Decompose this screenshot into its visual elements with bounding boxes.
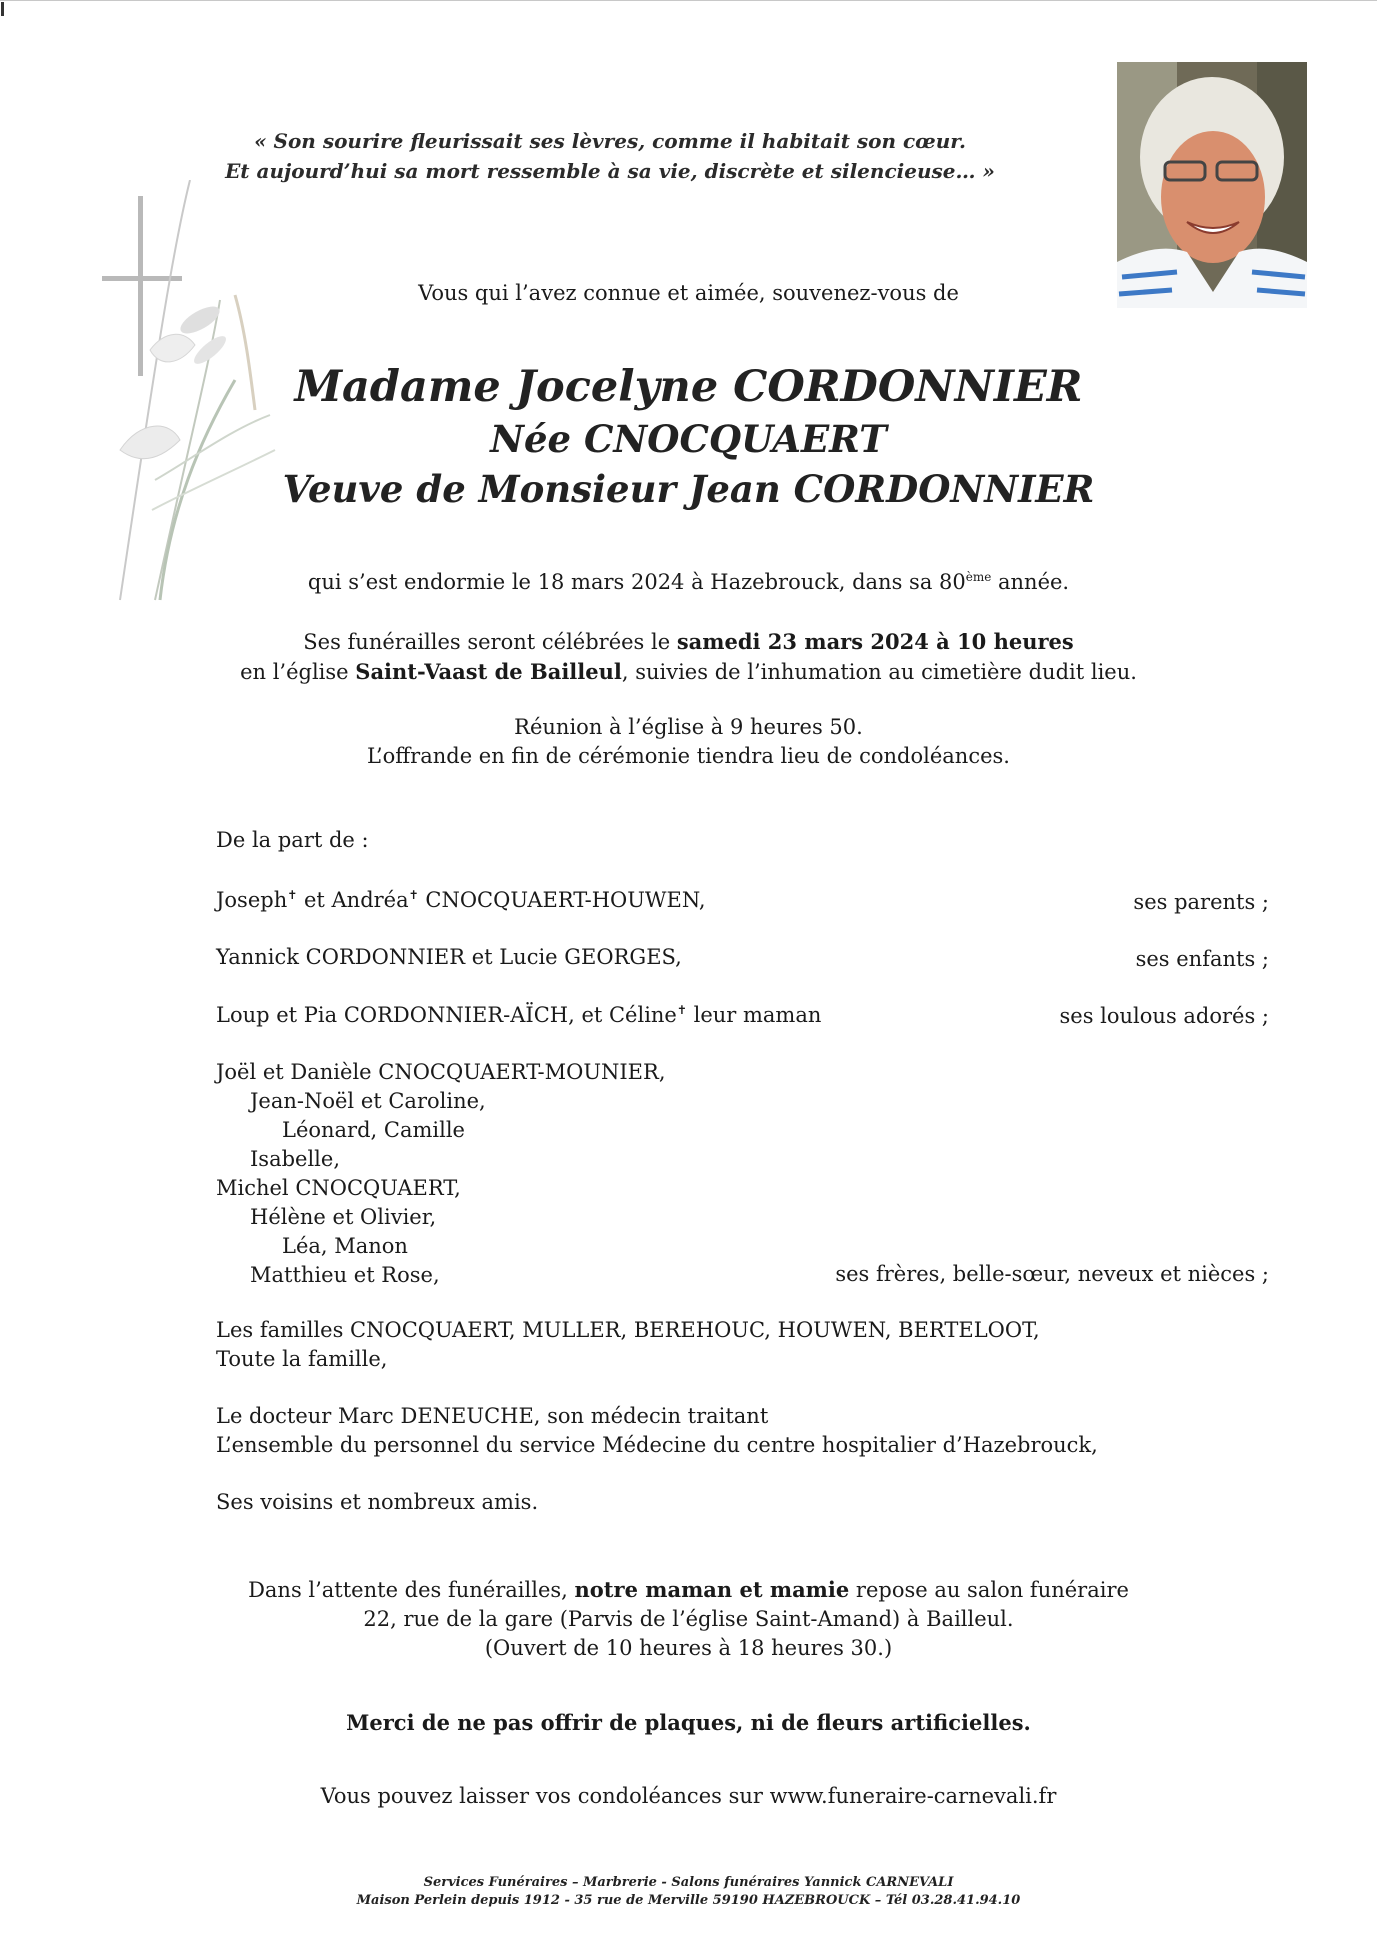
quote-line-1: « Son sourire fleurissait ses lèvres, comme il habitait son cœur.: [254, 129, 966, 153]
staff-line: L’ensemble du personnel du service Médecine du centre hospitalier d’Hazebrouck,: [216, 1433, 1098, 1457]
deceased-name: Madame Jocelyne CORDONNIER: [294, 362, 1083, 412]
family-children: Yannick CORDONNIER et Lucie GEORGES,: [216, 945, 682, 969]
resting-who: notre maman et mamie: [574, 1577, 850, 1602]
deceased-name-block: [0, 360, 1377, 514]
whole-family-line: Toute la famille,: [216, 1347, 388, 1371]
grandchildren-names: Loup et Pia CORDONNIER-AÏCH, et Céline: [216, 1003, 677, 1027]
family-parents: [216, 886, 706, 915]
epitaph-quote: [190, 126, 1030, 186]
funeral-line-1: [0, 627, 1377, 657]
deceased-cross-icon: ✝: [287, 888, 298, 902]
sibling-line: Joël et Danièle CNOCQUAERT-MOUNIER,: [216, 1060, 666, 1084]
reunion-info: [0, 713, 1377, 771]
burial-text: , suivies de l’inhumation au cimetière dudit lieu.: [621, 660, 1137, 684]
offering-line: L’offrande en fin de cérémonie tiendra lieu de condoléances.: [367, 744, 1010, 768]
family-doctor: [216, 1402, 1098, 1460]
footer: [0, 1874, 1377, 1910]
death-notice: [0, 568, 1377, 597]
death-ordinal: ème: [965, 570, 992, 584]
doctor-line: Le docteur Marc DENEUCHE, son médecin traitant: [216, 1404, 769, 1428]
parent-surname: CNOCQUAERT-HOUWEN,: [418, 888, 706, 912]
intro-text: Vous qui l’avez connue et aimée, souvenez-vous de: [418, 281, 959, 305]
relation-children: ses enfants ;: [1135, 947, 1269, 971]
reunion-line: Réunion à l’église à 9 heures 50.: [514, 715, 863, 739]
maiden-name: Née CNOCQUAERT: [490, 417, 887, 461]
family-grandchildren: [216, 1001, 821, 1030]
deceased-cross-icon: ✝: [408, 888, 419, 902]
grandchildren-mother: leur maman: [686, 1003, 822, 1027]
deceased-cross-icon: ✝: [676, 1003, 687, 1017]
sibling-line: Hélène et Olivier,: [250, 1205, 437, 1229]
funeral-date: samedi 23 mars 2024 à 10 heures: [676, 629, 1074, 654]
family-intro: De la part de :: [216, 828, 369, 852]
quote-line-2: Et aujourd’hui sa mort ressemble à sa vie, discrète et silencieuse… »: [225, 159, 995, 183]
sibling-line: Jean-Noël et Caroline,: [250, 1089, 486, 1113]
widow-of: Veuve de Monsieur Jean CORDONNIER: [282, 467, 1095, 511]
sibling-line: Léonard, Camille: [282, 1118, 465, 1142]
resting-hours: (Ouvert de 10 heures à 18 heures 30.): [484, 1636, 893, 1660]
relation-grandchildren: ses loulous adorés ;: [1059, 1004, 1269, 1028]
flowers-request: Merci de ne pas offrir de plaques, ni de fleurs artificielles.: [346, 1710, 1031, 1735]
relation-parents: ses parents ;: [1133, 890, 1269, 914]
church-name: Saint-Vaast de Bailleul: [355, 659, 622, 684]
parent-name: Joseph: [216, 888, 288, 912]
resting-address: 22, rue de la gare (Parvis de l’église Saint-Amand) à Bailleul.: [363, 1607, 1014, 1631]
footer-line-1: Services Funéraires – Marbrerie - Salons funéraires Yannick CARNEVALI: [423, 1875, 954, 1890]
death-text: qui s’est endormie le 18 mars 2024 à Hazebrouck, dans sa 80: [307, 570, 966, 594]
resting-info: [0, 1575, 1377, 1663]
family-neighbors: Ses voisins et nombreux amis.: [216, 1490, 539, 1514]
family-extended: [216, 1316, 1040, 1374]
parent-name: et Andréa: [297, 888, 409, 912]
sibling-line: Matthieu et Rose,: [250, 1263, 440, 1287]
funeral-line-2: [0, 657, 1377, 687]
resting-text: Dans l’attente des funérailles,: [248, 1578, 575, 1602]
family-siblings: [216, 1058, 666, 1290]
condolences-line: Vous pouvez laisser vos condoléances sur www.funeraire-carnevali.fr: [320, 1784, 1057, 1808]
church-prefix: en l’église: [240, 660, 356, 684]
death-text-end: année.: [991, 570, 1070, 594]
families-line: Les familles CNOCQUAERT, MULLER, BEREHOUC, HOUWEN, BERTELOOT,: [216, 1318, 1040, 1342]
scan-edge: [0, 0, 1377, 1]
portrait-photo: [1117, 62, 1307, 308]
scan-mark: [1, 2, 4, 16]
resting-line-1: [0, 1575, 1377, 1605]
sibling-line: Michel CNOCQUAERT,: [216, 1176, 461, 1200]
resting-place: repose au salon funéraire: [849, 1578, 1129, 1602]
funeral-info: [0, 627, 1377, 687]
sibling-line: Isabelle,: [250, 1147, 340, 1171]
footer-line-2: Maison Perlein depuis 1912 - 35 rue de Merville 59190 HAZEBROUCK – Tél 03.28.41.94.10: [356, 1893, 1021, 1908]
funeral-text: Ses funérailles seront célébrées le: [303, 630, 677, 654]
sibling-line: Léa, Manon: [282, 1234, 408, 1258]
relation-siblings: ses frères, belle-sœur, neveux et nièces ;: [835, 1262, 1269, 1286]
